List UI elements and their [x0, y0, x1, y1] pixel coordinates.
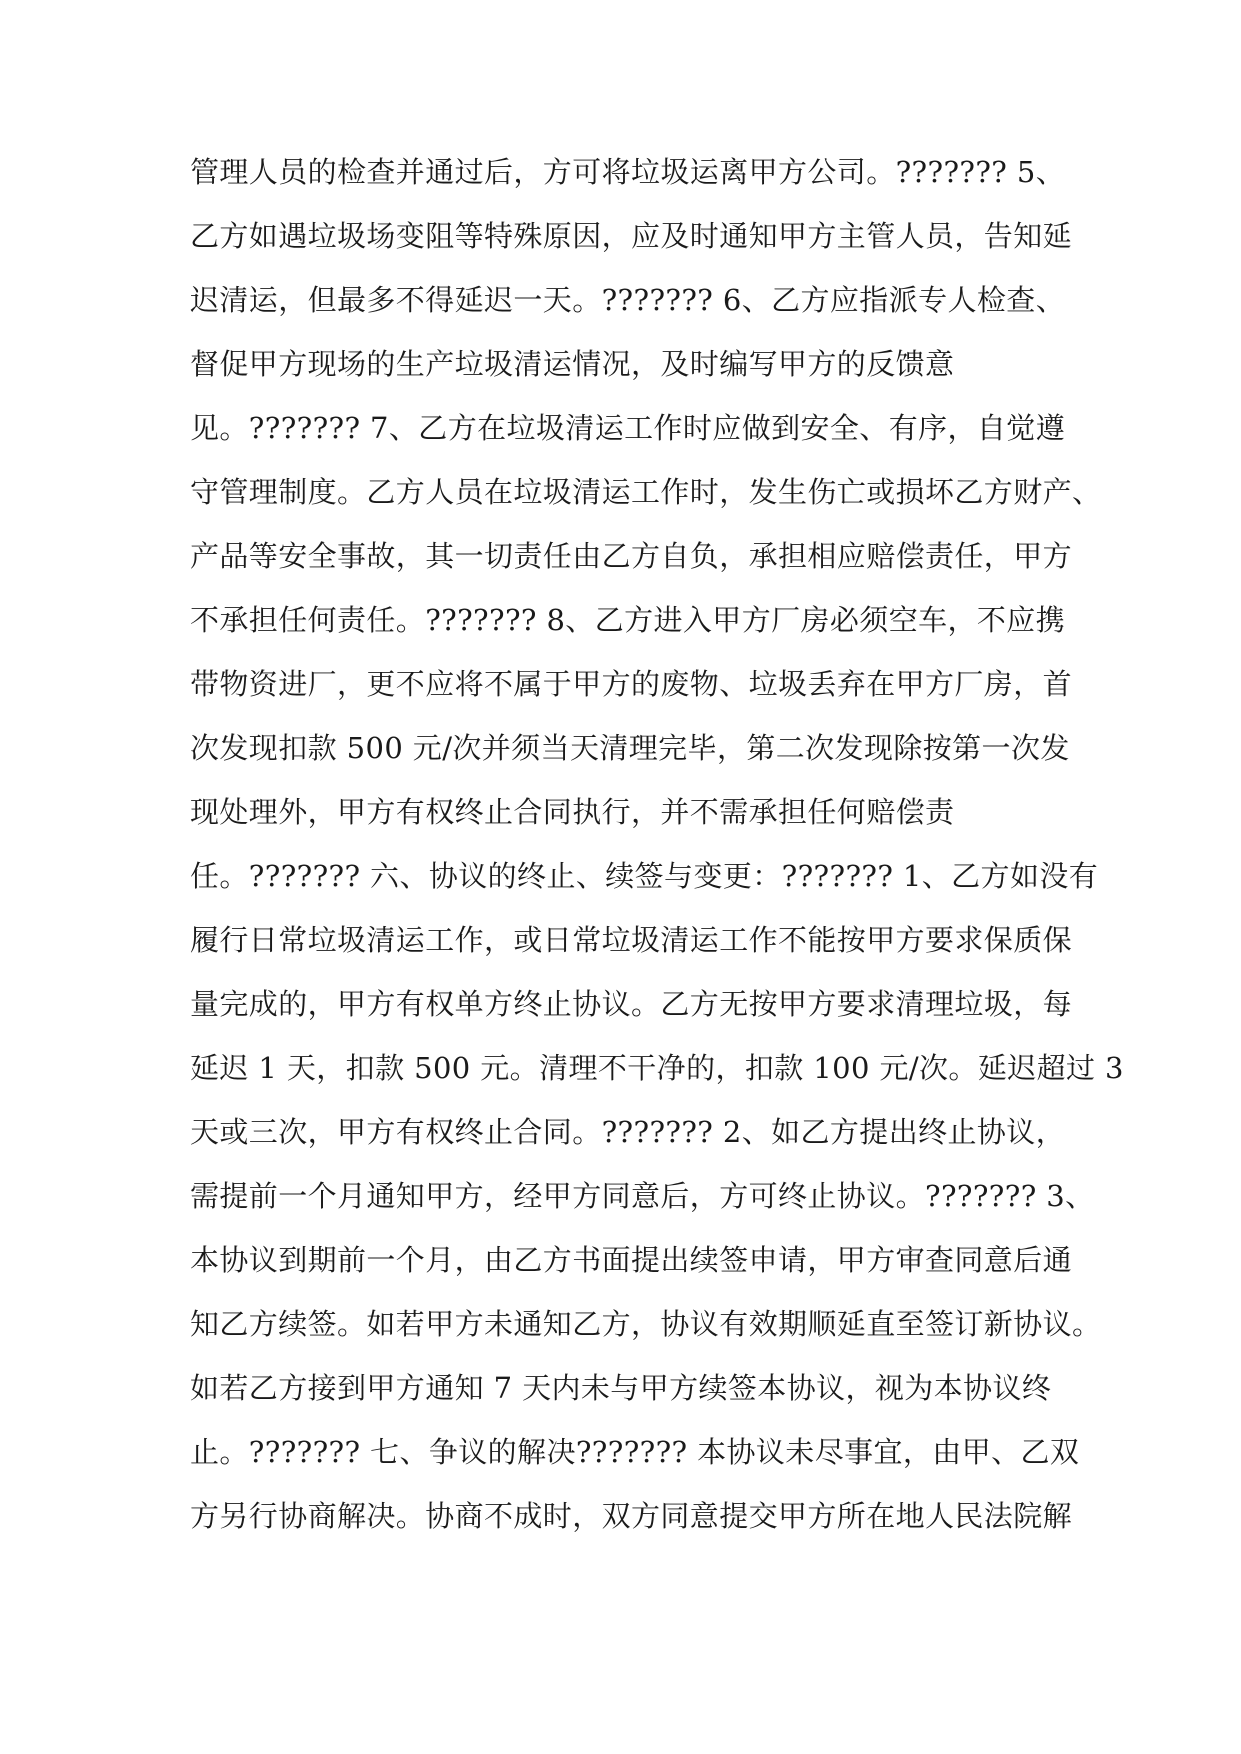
text-line: 止。??????? 七、争议的解决??????? 本协议未尽事宜，由甲、乙双	[190, 1435, 1080, 1469]
text-line: 产品等安全事故，其一切责任由乙方自负，承担相应赔偿责任，甲方	[190, 539, 1073, 573]
text-line: 督促甲方现场的生产垃圾清运情况，及时编写甲方的反馈意	[190, 347, 955, 381]
text-line: 管理人员的检查并通过后，方可将垃圾运离甲方公司。??????? 5、	[190, 155, 1066, 189]
text-line: 迟清运，但最多不得延迟一天。??????? 6、乙方应指派专人检查、	[190, 283, 1066, 317]
text-line: 现处理外，甲方有权终止合同执行，并不需承担任何赔偿责	[190, 795, 955, 829]
text-line: 守管理制度。乙方人员在垃圾清运工作时，发生伤亡或损坏乙方财产、	[190, 475, 1102, 509]
text-line: 延迟 1 天，扣款 500 元。清理不干净的，扣款 100 元/次。延迟超过 3	[190, 1051, 1124, 1085]
text-line: 乙方如遇垃圾场变阻等特殊原因，应及时通知甲方主管人员，告知延	[190, 219, 1073, 253]
text-line: 见。??????? 7、乙方在垃圾清运工作时应做到安全、有序，自觉遵	[190, 411, 1066, 445]
text-line: 如若乙方接到甲方通知 7 天内未与甲方续签本协议，视为本协议终	[190, 1371, 1052, 1405]
text-line: 需提前一个月通知甲方，经甲方同意后，方可终止协议。??????? 3、	[190, 1179, 1095, 1213]
text-line: 方另行协商解决。协商不成时，双方同意提交甲方所在地人民法院解	[190, 1499, 1073, 1533]
text-line: 次发现扣款 500 元/次并须当天清理完毕，第二次发现除按第一次发	[190, 731, 1070, 765]
text-line: 履行日常垃圾清运工作，或日常垃圾清运工作不能按甲方要求保质保	[190, 923, 1073, 957]
text-line: 不承担任何责任。??????? 8、乙方进入甲方厂房必须空车，不应携	[190, 603, 1066, 637]
text-line: 任。??????? 六、协议的终止、续签与变更：??????? 1、乙方如没有	[190, 859, 1099, 893]
document-body	[190, 140, 1124, 1548]
text-line: 知乙方续签。如若甲方未通知乙方，协议有效期顺延直至签订新协议。	[190, 1307, 1102, 1341]
text-line: 量完成的，甲方有权单方终止协议。乙方无按甲方要求清理垃圾，每	[190, 987, 1073, 1021]
text-line: 天或三次，甲方有权终止合同。??????? 2、如乙方提出终止协议，	[190, 1115, 1066, 1149]
text-line: 本协议到期前一个月，由乙方书面提出续签申请，甲方审查同意后通	[190, 1243, 1073, 1277]
text-line: 带物资进厂，更不应将不属于甲方的废物、垃圾丢弃在甲方厂房，首	[190, 667, 1073, 701]
